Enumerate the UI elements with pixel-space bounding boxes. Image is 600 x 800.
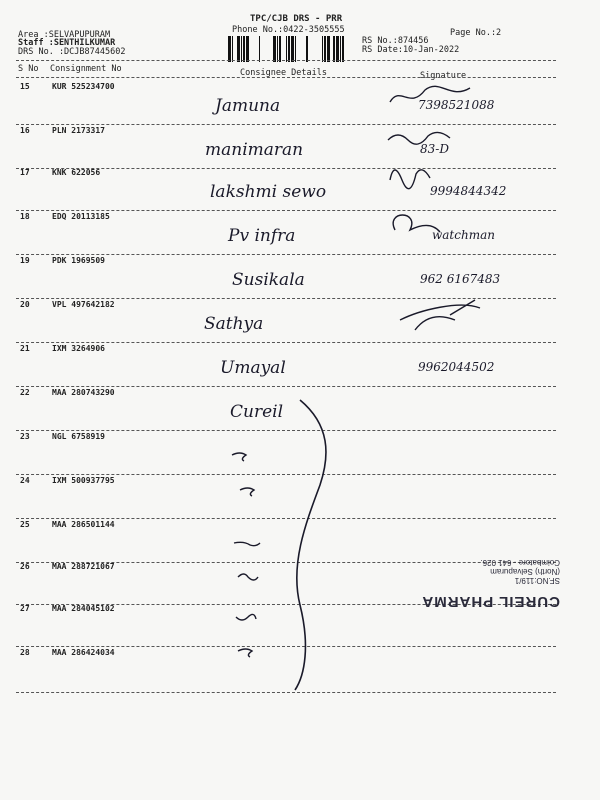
row-consignment: MAA 286501144	[52, 520, 115, 529]
barcode-bar	[279, 36, 281, 62]
signature-stroke	[393, 215, 440, 232]
barcode-bar	[322, 36, 323, 62]
barcode-bar	[243, 36, 245, 62]
row-consignment: KNK 622056	[52, 168, 101, 177]
row-sno: 27	[20, 604, 30, 613]
barcode-bar	[336, 36, 339, 62]
signature-stroke	[450, 300, 475, 315]
row-sno: 16	[20, 126, 30, 135]
row-sno: 19	[20, 256, 30, 265]
row-consignment: IXM 500937795	[52, 476, 115, 485]
row-sno: 24	[20, 476, 30, 485]
column-signature: Signature	[420, 71, 467, 81]
row-consignee-name: Jamuna	[215, 96, 281, 116]
row-sno: 18	[20, 212, 30, 221]
drs-number: DRS No. :DCJB87445602	[18, 47, 126, 57]
barcode-bar	[306, 36, 308, 62]
barcode-bar	[340, 36, 341, 62]
barcode-bar	[241, 36, 242, 62]
page-number: Page No.:2	[450, 28, 502, 38]
row-consignee-name: Pv infra	[228, 226, 296, 246]
row-sno: 21	[20, 344, 30, 353]
barcode-bar	[327, 36, 330, 62]
row-consignment: IXM 3264906	[52, 344, 105, 353]
staff-label: Staff :SENTHILKUMAR	[18, 38, 116, 48]
cancel-line	[220, 395, 340, 695]
row-consignee-name: manimaran	[205, 140, 304, 160]
row-consignee-name: Umayal	[220, 358, 286, 378]
stamp-line: SF.NO:119/1	[514, 576, 560, 585]
barcode-bar	[259, 36, 260, 62]
row-divider	[16, 386, 556, 387]
stamp-line: (North) Selvapuram	[490, 567, 560, 576]
row-consignment: VPL 497642182	[52, 300, 115, 309]
row-sno: 25	[20, 520, 30, 529]
header-divider	[16, 60, 556, 61]
company-stamp	[360, 520, 560, 610]
column-details: Consignee Details	[240, 68, 327, 78]
header-divider	[16, 77, 556, 78]
row-sno: 23	[20, 432, 30, 441]
signature-scribbles	[380, 80, 560, 380]
phone-number: Phone No.:0422-3505555	[232, 25, 345, 35]
row-consignment: MAA 286424034	[52, 648, 115, 657]
row-consignee-name: Susikala	[232, 270, 305, 290]
barcode-bar	[333, 36, 335, 62]
barcode-bar	[232, 36, 233, 62]
row-sno: 17	[20, 168, 30, 177]
barcode-bar	[291, 36, 294, 62]
row-consignment: NGL 6758919	[52, 432, 105, 441]
column-sno: S No	[18, 64, 39, 74]
stamp-brand: CUREIL PHARMA	[421, 593, 560, 610]
signature-stroke	[400, 305, 480, 330]
row-sno: 20	[20, 300, 30, 309]
row-consignment: MAA 280743290	[52, 388, 115, 397]
row-signature-text: 7398521088	[418, 98, 495, 112]
barcode-bar	[246, 36, 249, 62]
row-sno: 28	[20, 648, 30, 657]
signature-stroke	[388, 132, 450, 144]
rs-number: RS No.:874456	[362, 36, 429, 46]
row-consignee-name: Cureil	[230, 402, 284, 422]
barcode-bar	[286, 36, 287, 62]
document-title: TPC/CJB DRS - PRR	[250, 14, 343, 24]
barcode-bar	[277, 36, 278, 62]
barcode-bar	[288, 36, 290, 62]
barcode	[228, 36, 356, 62]
row-signature-text: 83-D	[420, 142, 449, 156]
row-signature-text: 962 6167483	[420, 272, 501, 286]
barcode-bar	[295, 36, 296, 62]
stamp-line: Coimbatore - 641 026.	[480, 558, 560, 567]
row-signature-text: watchman	[432, 228, 495, 242]
row-consignment: PDK 1969509	[52, 256, 105, 265]
row-consignment: MAA 288721067	[52, 562, 115, 571]
row-signature-text: 9962044502	[418, 360, 495, 374]
barcode-bar	[273, 36, 276, 62]
barcode-bar	[237, 36, 240, 62]
signature-stroke	[390, 86, 470, 102]
row-consignee-name: Sathya	[204, 314, 264, 334]
barcode-bar	[228, 36, 231, 62]
row-consignment: EDQ 20113185	[52, 212, 110, 221]
row-consignee-name: lakshmi sewo	[210, 182, 327, 202]
row-sno: 22	[20, 388, 30, 397]
area-label: Area :SELVAPUPURAM	[18, 30, 111, 40]
row-sno: 26	[20, 562, 30, 571]
row-sno: 15	[20, 82, 30, 91]
signature-stroke	[390, 170, 430, 189]
row-consignment: KUR 525234700	[52, 82, 115, 91]
barcode-bar	[342, 36, 344, 62]
row-consignment: PLN 2173317	[52, 126, 105, 135]
row-consignment: MAA 284045102	[52, 604, 115, 613]
rs-date: RS Date:10-Jan-2022	[362, 45, 460, 55]
row-signature-text: 9994844342	[430, 184, 507, 198]
column-consignment: Consignment No	[50, 64, 122, 74]
barcode-bar	[324, 36, 326, 62]
